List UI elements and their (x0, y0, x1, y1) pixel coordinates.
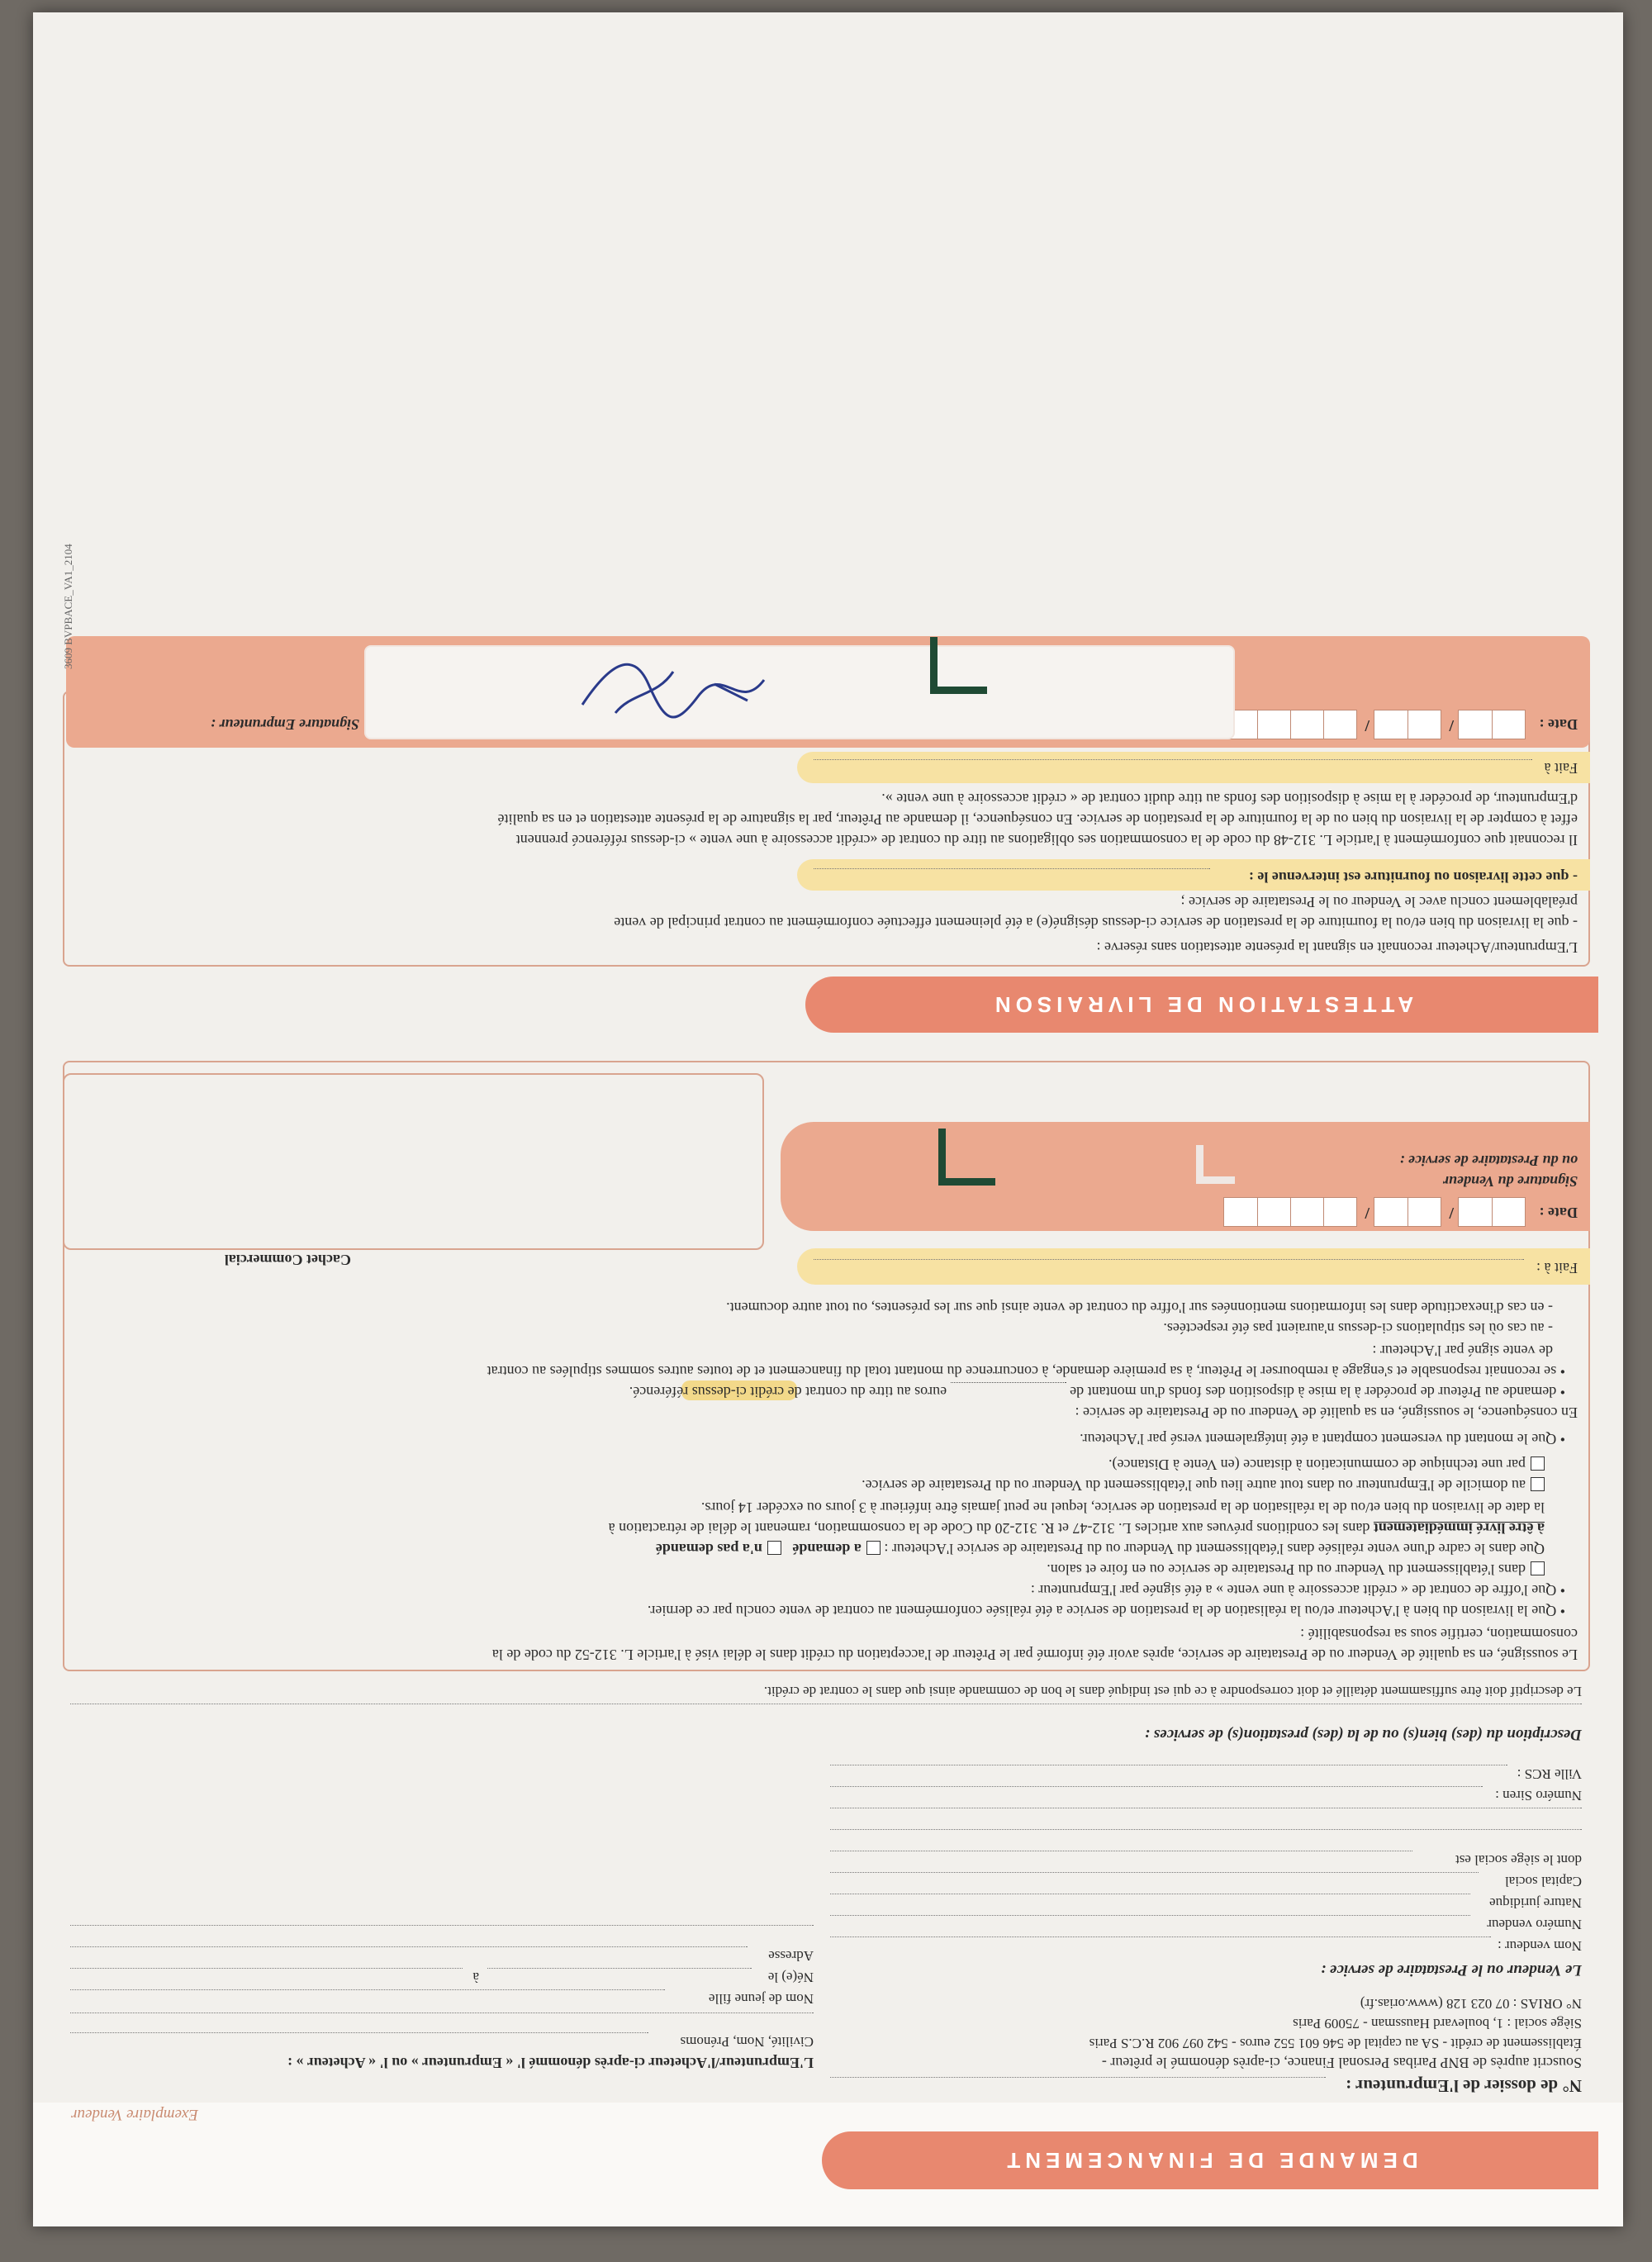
att-date-day-2[interactable] (1458, 710, 1493, 739)
vendor-date-label: Date : (1539, 1205, 1578, 1221)
amount-field[interactable] (951, 1382, 1066, 1400)
fait-a-line[interactable] (814, 1259, 1524, 1260)
address-label: Adresse (768, 1948, 814, 1964)
checkbox-na-pas-demande[interactable] (767, 1541, 781, 1555)
copy-label: Exemplaire Vendeur (71, 2106, 198, 2123)
document-page (33, 12, 1623, 2226)
date-month-1[interactable] (1407, 1197, 1441, 1227)
fait-a-label: Fait à : (1536, 1260, 1578, 1276)
vendor-number-line[interactable] (830, 1915, 1470, 1916)
vendor-capital-line[interactable] (830, 1872, 1479, 1873)
decl-p2: En conséquence, le soussigné, en sa qualité de Vendeur ou de Prestataire de service : (1075, 1404, 1578, 1421)
vendor-field-name: Nom vendeur : (1498, 1938, 1582, 1954)
date-day-1[interactable] (1491, 1197, 1526, 1227)
checkbox-domicile[interactable] (1531, 1477, 1545, 1491)
banner-attestation: ATTESTATION DE LIVRAISON (805, 977, 1598, 1033)
borrower-civility: Civilité, Nom, Prénoms (680, 2034, 814, 2050)
checkbox-etablissement[interactable] (1531, 1561, 1545, 1575)
borrower-signature-scribble (558, 655, 772, 729)
decl-c2: au domicile de l'Emprunteur ou dans tout autre lieu que l'établissement du Vendeur ou du Prestataire de service. (862, 1476, 1545, 1494)
decl-b2: • Que l'offre de contrat de « crédit accessoire à une vente » a été signée par l'Emprunteur : (1030, 1582, 1565, 1599)
vendor-title: Le Vendeur ou le Prestataire de service : (1320, 1961, 1582, 1979)
corner-mark-dark (938, 1129, 995, 1186)
att-p1: L'Emprunteur/Acheteur reconnaît en signant la présente attestation sans réserve : (1096, 939, 1578, 956)
att-signature-label: Signature Emprunteur : (210, 716, 359, 733)
vendor-field-number: Numéro vendeur (1487, 1917, 1582, 1932)
decl-c1d: la date de livraison du bien et/ou de la réalisation de la prestation de service, lequel ne peut jamais être inférieur à 3 jours ou excéder 14 jours. (700, 1499, 1545, 1516)
att-date-year-1[interactable] (1322, 710, 1357, 739)
att-p4c: d'Emprunteur, de procéder à la mise à disposition des fonds au titre dudit contrat de « crédit accessoire à une vente ». (881, 791, 1578, 807)
lender-line3: Siège social : 1, boulevard Haussman - 75009 Paris (1293, 2016, 1582, 2032)
date-month-2[interactable] (1374, 1197, 1408, 1227)
decl-c1b: Que dans le cadre d'une vente réalisée dans l'établissement du Vendeur ou du Prestataire de service l'Acheteur : a demandé n'a pas demandé (655, 1541, 1545, 1557)
vendor-field-capital: Capital social (1504, 1874, 1582, 1889)
description-note: Le descriptif doit être suffisamment détaillé et doit correspondre à ce qui est indiqué dans le bon de commande ainsi que dans le contrat de crédit. (763, 1684, 1582, 1699)
vendor-field-seat: dont le siège social est (1455, 1852, 1582, 1868)
att-fait-a-label: Fait à (1544, 760, 1578, 777)
dossier-label: N° de dossier de l'Emprunteur : (1346, 2076, 1582, 2096)
decl-b3: • Que le montant du versement comptant a été intégralement versé par l'Acheteur. (1080, 1431, 1565, 1447)
vendor-seat-line-2[interactable] (830, 1829, 1582, 1830)
date-sep-1: / (1449, 1204, 1454, 1222)
maiden-name-line[interactable] (70, 1989, 665, 1990)
born-place-line[interactable] (70, 1968, 463, 1969)
dossier-line (830, 2077, 1326, 2078)
att-p2a: - que la livraison du bien et/ou la fourniture de la prestation de service ci-dessus désigné(e) a été pleinement effectuée conformément au contrat principal de vente (614, 915, 1578, 931)
borrower-title: L'Emprunteur/l'Acheteur ci-après dénommé l' « Emprunteur » ou l' « Acheteur » : (287, 2055, 814, 2071)
address-line[interactable] (70, 1946, 748, 1947)
att-date-sep-2: / (1365, 716, 1370, 734)
vendor-siren-line[interactable] (830, 1786, 1483, 1787)
decl-d1: - au cas où les stipulations ci-dessus n'auraient pas été respectées. (1163, 1320, 1553, 1337)
address-line-2[interactable] (70, 1925, 814, 1926)
date-year-4[interactable] (1223, 1197, 1258, 1227)
att-date-year-2[interactable] (1289, 710, 1324, 739)
att-date-label: Date : (1539, 716, 1578, 733)
decl-b4: • demande au Prêteur de procéder à la mise à disposition des fonds d'un montant de euros au titre du contrat de crédit ci-dessus référencé. (629, 1384, 1565, 1400)
born-date-line[interactable] (487, 1968, 752, 1969)
checkbox-a-demande[interactable] (866, 1541, 881, 1555)
stamp-box[interactable] (63, 1073, 764, 1250)
decl-p1b: consommation, certifie sous sa responsabilité : (1300, 1626, 1578, 1642)
att-date-day-1[interactable] (1491, 710, 1526, 739)
date-year-3[interactable] (1256, 1197, 1291, 1227)
form-reference: 3609 BVPBACE_VA1_2104 (62, 544, 74, 669)
decl-d2: - en cas d'inexactitude dans les informations mentionnées sur l'offre du contrat de vente ainsi que sur les présentes, ou tout autre document. (726, 1300, 1553, 1316)
att-fait-a-line[interactable] (814, 759, 1532, 760)
lender-line4: N° ORIAS : 07 023 128 (www.orias.fr) (1360, 1996, 1582, 2012)
civility-line[interactable] (70, 2032, 648, 2033)
decl-c3: par une technique de communication à distance (en Vente à Distance). (1108, 1456, 1545, 1473)
att-date-sep-1: / (1449, 716, 1454, 734)
date-day-2[interactable] (1458, 1197, 1493, 1227)
att-p4b: effet à compter de la livraison du bien ou de la fourniture de la prestation de service. En conséquence, il demande au Prêteur, par la signature de la présente attestation et en sa qualité (497, 811, 1578, 828)
born-label: Né(e) le (767, 1970, 814, 1985)
att-p4a: Il reconnait que conformément à l'article L. 312-48 du code de la consommation ses obligations au titre du contrat de «crédit accessoire à une vente » ci-dessus référencé prennent (515, 832, 1578, 848)
date-year-1[interactable] (1322, 1197, 1357, 1227)
description-title: Description du (des) bien(s) ou de la (des) prestation(s) de services : (1144, 1726, 1582, 1743)
att-p3: - que cette livraison ou fourniture est intervenue le : (1248, 869, 1578, 886)
banner-demande-financement: DEMANDE DE FINANCEMENT (822, 2131, 1598, 2189)
vendor-field-siren: Numéro Siren : (1495, 1788, 1582, 1803)
vendor-sig-title-1: Signature du Vendeur (1442, 1173, 1578, 1190)
vendor-name-line[interactable] (830, 1936, 1491, 1937)
att-p2b: préalablement conclu avec le Vendeur ou le Prestataire de service ; (1180, 894, 1578, 910)
checkbox-distance[interactable] (1531, 1457, 1545, 1471)
fait-a-band (797, 1248, 1590, 1285)
date-sep-2: / (1365, 1204, 1370, 1222)
att-date-month-2[interactable] (1374, 710, 1408, 739)
vendor-field-legal: Nature juridique (1489, 1895, 1582, 1911)
att-date-year-3[interactable] (1256, 710, 1291, 739)
decl-c1: dans l'établissement du Vendeur ou du Prestataire de service ou en foire et salon. (1047, 1561, 1545, 1578)
born-at-label: à (472, 1970, 479, 1985)
decl-p1a: Le soussigné, en sa qualité de Vendeur ou de Prestataire de service, après avoir été informé par le Prêteur de l'acceptation du crédit dans le délai visé à l'article L. 312-52 du code de la (491, 1647, 1578, 1663)
att-fait-a-band (797, 752, 1590, 783)
lender-intro: Souscrit auprès de BNP Paribas Personal Finance, ci-après dénommé le prêteur - (1101, 2055, 1582, 2071)
decl-c1c: à être livré immédiatement dans les conditions prévues aux articles L. 312-47 et R. 312-20 du Code de la consommation, ramenant le délai de rétractation à (608, 1520, 1545, 1537)
decl-b5a: • se reconnait responsable et s'engage à rembourser le Prêteur, à sa première demande, à concurrence du montant total du financement et de toutes autres sommes stipulées au contrat (487, 1363, 1565, 1380)
att-signature-box[interactable] (364, 645, 1235, 739)
att-date-month-1[interactable] (1407, 710, 1441, 739)
att-corner-mark (930, 637, 987, 694)
vendor-sig-title-2: ou du Prestataire de service : (1399, 1152, 1578, 1169)
date-year-2[interactable] (1289, 1197, 1324, 1227)
maiden-name-label: Nom de jeune fille (709, 1991, 814, 2007)
lender-line2: Établissement de crédit - SA au capital de 546 601 552 euros - 542 097 902 R.C.S Paris (1089, 2036, 1582, 2051)
stamp-label: Cachet Commercial (224, 1252, 351, 1268)
delivery-date-line[interactable] (814, 868, 1210, 869)
decl-b1: • Que la livraison du bien à l'Acheteur et/ou la réalisation de la prestation de service a été réalisée conformément au contrat de vente conclu par ce dernier. (647, 1603, 1565, 1619)
decl-b5b: de vente signé par l'Acheteur : (1372, 1342, 1553, 1359)
vendor-field-rcs: Ville RCS : (1517, 1766, 1582, 1782)
corner-mark-light (1196, 1145, 1235, 1184)
